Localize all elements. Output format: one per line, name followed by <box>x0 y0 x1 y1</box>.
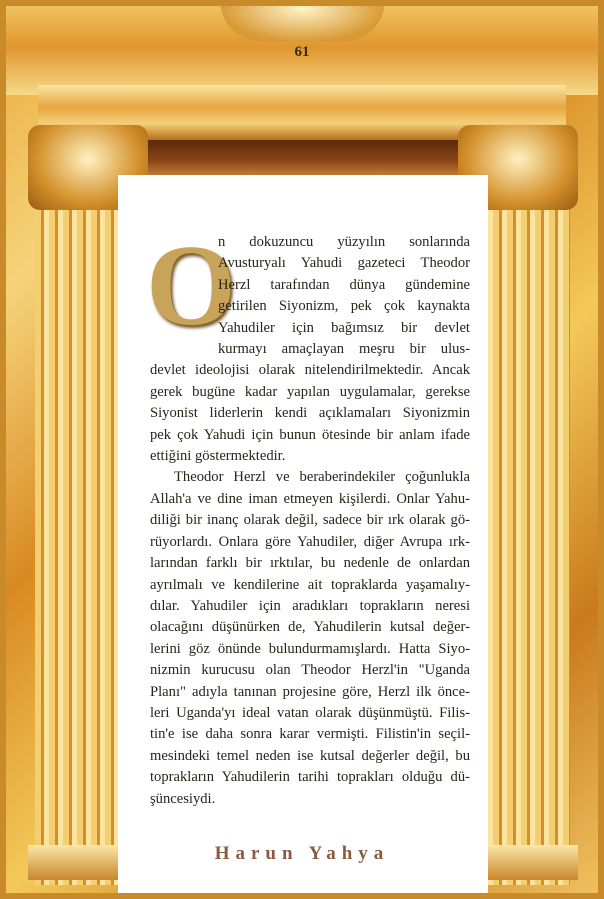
text-line: Herzl tarafından dünya gündemine <box>218 276 470 293</box>
text-line: Siyonist liderlerin kendi açıklamaları Siyonizmin <box>150 405 470 422</box>
text-line: Yahudiler için bağımsız bir devlet <box>218 319 470 336</box>
drop-cap: O <box>146 222 237 350</box>
text-line: getirilen Siyonizm, pek çok kaynakta <box>218 298 470 315</box>
author-footer: Harun Yahya <box>214 843 390 864</box>
text-line: şüncesiydi. <box>150 790 216 807</box>
text-line: Avusturyalı Yahudi gazeteci Theodor <box>218 255 470 272</box>
text-line: ettiğini göstermektedir. <box>150 448 286 465</box>
text-line: Planı" adıyla tanınan projesine göre, Herzl ilk önce- <box>150 683 470 700</box>
paragraph <box>150 467 470 810</box>
text-line: Theodor Herzl ve beraberindekiler çoğunlukla <box>174 469 470 486</box>
text-line: nizmin kurucusu olan Theodor Herzl'in "Uganda <box>150 662 470 679</box>
text-line: gerek bugüne kadar yapılan uygulamalar, gerekse <box>150 383 470 400</box>
text-line: diliği bir inanç olarak değil, sadece bir ırk olarak gö- <box>150 512 470 529</box>
text-line: rüyorlardı. Onlara göre Yahudiler, diğer Avrupa ırk- <box>150 533 470 550</box>
text-line: leri Uganda'yı ideal vatan olarak düşünmüştü. Filis- <box>150 704 470 721</box>
text-line: lerini göz önünde bulundurmamışlardı. Hatta Siyo- <box>150 640 470 657</box>
text-line: Allah'a ve dine iman etmeyen kişilerdi. Onlar Yahu- <box>150 490 470 507</box>
text-line: pek çok Yahudi için bunun ötesinde bir anlam ifade <box>150 426 470 443</box>
paragraph <box>150 232 470 467</box>
text-line: kurmayı amaçlayan meşru bir ulus- <box>218 341 470 358</box>
body-text <box>150 232 470 810</box>
text-line: olacağını düşünürken de, Yahudilerin kutsal değer- <box>150 619 470 636</box>
text-line: n dokuzuncu yüzyılın sonlarında <box>218 234 470 250</box>
text-line: devlet ideolojisi olarak nitelendirilmektedir. Ancak <box>150 362 470 379</box>
text-line: dılar. Yahudiler için aradıkları toprakların neresi <box>150 597 470 614</box>
text-line: tin'e ise daha sonra karar vermişti. Filistin'in seçil- <box>150 726 470 743</box>
page-number: 61 <box>294 44 310 60</box>
text-line: mesindeki temel neden ise kutsal değerler değil, bu <box>150 747 470 764</box>
text-line: toprakların Yahudilerin tarihi toprakları olduğu dü- <box>150 769 470 786</box>
text-line: larından farklı bir ırktılar, bu nedenle de onlardan <box>150 555 470 572</box>
text-line: ayrılmalı ve kendilerine ait topraklarda yaşamalıy- <box>150 576 470 593</box>
